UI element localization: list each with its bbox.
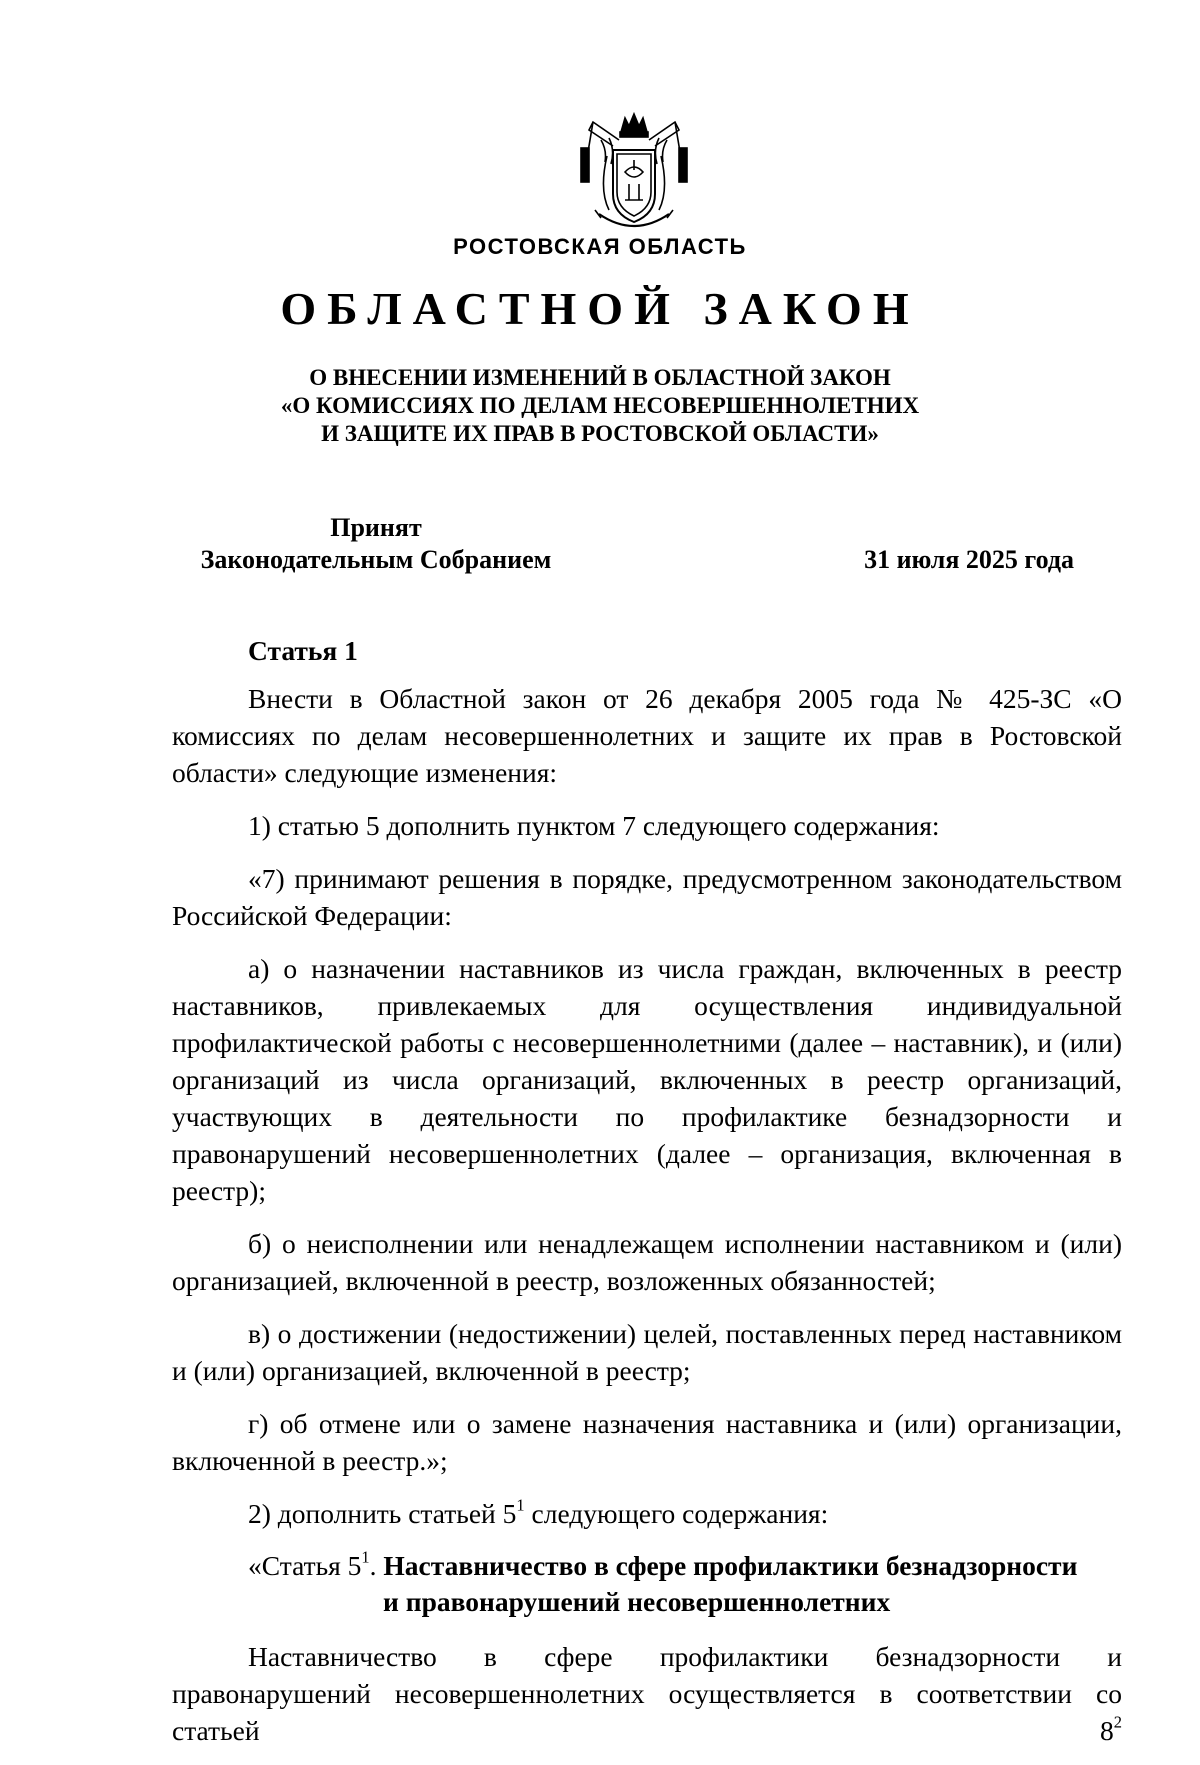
law-title-line: «О КОМИССИЯХ ПО ДЕЛАМ НЕСОВЕРШЕННОЛЕТНИХ	[280, 393, 920, 418]
subclause-g: г) об отмене или о замене назначения наставника и (или) организации, включенной в реестр.»;	[172, 1408, 1122, 1476]
article-5-1-title-line2: и правонарушений несовершеннолетних	[383, 1586, 891, 1617]
article-5-1-text-body: Наставничество в сфере профилактики безнадзорности и правонарушений несовершеннолетних осуществляется в соответствии со статьей 8	[172, 1641, 1122, 1746]
amendment-item-2-text-end: следующего содержания:	[524, 1498, 829, 1529]
article-5-1-title-line1: Наставничество в сфере профилактики безнадзорности	[383, 1550, 1078, 1581]
adopted-by-label: Законодательным Собранием	[200, 545, 552, 574]
adopted-label: Принят	[330, 513, 422, 542]
rostov-region-coat-of-arms-emblem	[579, 110, 689, 242]
law-title-line: И ЗАЩИТЕ ИХ ПРАВ В РОСТОВСКОЙ ОБЛАСТИ»	[321, 421, 879, 446]
superscript: 1	[516, 1495, 525, 1515]
new-clause-7: «7) принимают решения в порядке, предусмотренном законодательством Российской Федерации:	[172, 863, 1122, 931]
subclause-v: в) о достижении (недостижении) целей, поставленных перед наставником и (или) организацией, включенной в реестр;	[172, 1318, 1122, 1386]
amendment-item-2-text: 2) дополнить статьей 5	[248, 1498, 517, 1529]
article-1-heading: Статья 1	[248, 635, 358, 666]
document-type-heading: ОБЛАСТНОЙ ЗАКОН	[280, 283, 920, 334]
superscript: 1	[361, 1547, 370, 1567]
amendment-item-2	[172, 1495, 1122, 1532]
article-5-1-heading	[248, 1548, 1122, 1620]
superscript: 2	[1113, 1712, 1122, 1732]
amendment-item-1: 1) статью 5 дополнить пунктом 7 следующего содержания:	[248, 810, 940, 841]
subclause-b: б) о неисполнении или ненадлежащем исполнении наставником и (или) организацией, включенной в реестр, возложенных обязанностей;	[172, 1228, 1122, 1296]
subclause-a: а) о назначении наставников из числа граждан, включенных в реестр наставников, привлекаемых для осуществления индивидуальной профилактической работы с несовершеннолетними (далее – наставник), и (или) организаций из числа организаций, включенных в реестр организаций, участвующих в деятельности по профилактике безнадзорности и правонарушений несовершеннолетних (далее – организация, включенная в реестр);	[172, 953, 1122, 1206]
article-5-1-label-dot: .	[369, 1550, 377, 1581]
adoption-block	[176, 512, 576, 576]
law-title	[0, 364, 1200, 448]
region-name: РОСТОВСКАЯ ОБЛАСТЬ	[453, 234, 747, 259]
adoption-date: 31 июля 2025 года	[864, 545, 1074, 574]
article-5-1-text	[172, 1638, 1122, 1749]
law-title-line: О ВНЕСЕНИИ ИЗМЕНЕНИЙ В ОБЛАСТНОЙ ЗАКОН	[309, 365, 891, 390]
article-5-1-label: «Статья 5	[248, 1550, 362, 1581]
article-1-intro: Внести в Областной закон от 26 декабря 2005 года № 425-ЗС «О комиссиях по делам несовершеннолетних и защите их прав в Ростовской области» следующие изменения:	[172, 683, 1122, 788]
document-body	[172, 632, 1122, 1765]
